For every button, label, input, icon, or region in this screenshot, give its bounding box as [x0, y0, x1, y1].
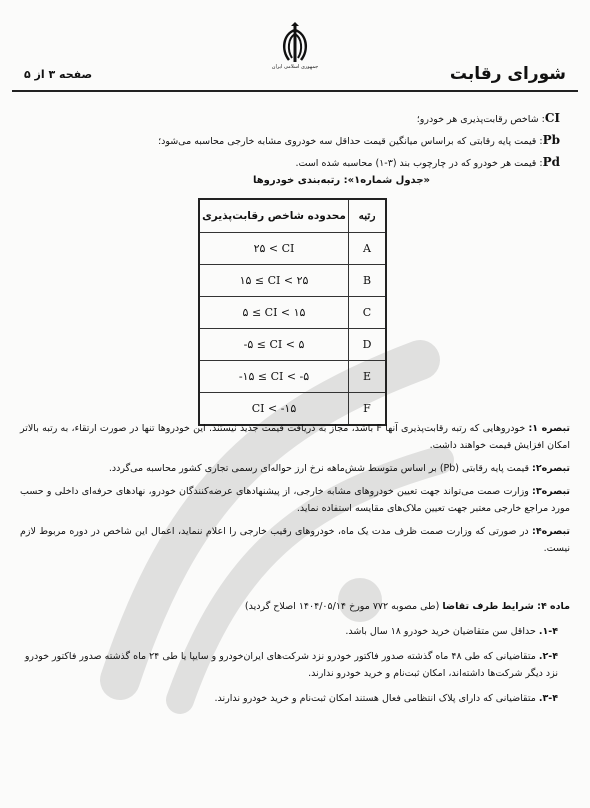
note-text: وزارت صمت می‌تواند جهت تعیین خودروهای مشابه خارجی، از پیشنهادهای عرضه‌کنندگان خودرو، نهادهای حرفه‌ای داخلی و حسب مورد مراجع خارجی معتبر جهت تعیین ملاک‌های مقایسه استفاده نماید. — [20, 486, 570, 514]
ranking-table — [198, 198, 387, 426]
grade-cell: A — [349, 233, 387, 265]
clause-4-3 — [20, 690, 570, 707]
article-label: ماده ۴: شرایط طرف تقاضا — [442, 601, 570, 612]
emblem-caption: جمهوری اسلامی ایران — [271, 64, 319, 70]
note-label: تبصره۳: — [532, 486, 570, 497]
range-cell: ۱۵ ≤ CI < ۲۵ — [199, 265, 349, 297]
range-cell: ۵ ≤ CI < ۱۵ — [199, 297, 349, 329]
grade-cell: D — [349, 329, 387, 361]
note-text: خودروهایی که رتبه رقابت‌پذیری آنها F باشد، مجاز به دریافت قیمت جدید نیستند. این خودروها تنها در صورت ارتقاء، به رتبه بالاتر امکان افزایش قیمت خواهند داشت. — [20, 423, 570, 451]
clause-4-1 — [20, 623, 570, 640]
definition-pb — [40, 130, 560, 152]
table-row — [199, 233, 386, 265]
range-cell: ۲۵ < CI — [199, 233, 349, 265]
definitions — [40, 108, 560, 174]
definition-symbol: CI — [544, 111, 560, 125]
grade-cell: E — [349, 361, 387, 393]
range-cell: CI < -۱۵ — [199, 393, 349, 426]
table-header-row — [199, 199, 386, 233]
clause-4-2 — [20, 648, 570, 682]
table-row — [199, 361, 386, 393]
note-label: تبصره ۱: — [528, 423, 570, 434]
clause-text: حداقل سن متقاضیان خرید خودرو ۱۸ سال باشد. — [345, 626, 539, 637]
table-caption: «جدول شماره۱»: رتبه‌بندی خودروها — [252, 175, 430, 186]
definition-text: : قیمت پایه رقابتی که براساس میانگین قیمت حداقل سه خودروی مشابه خارجی محاسبه می‌شود؛ — [158, 136, 543, 147]
definition-symbol: Pd — [542, 155, 560, 169]
definition-symbol: Pb — [542, 133, 560, 147]
header-grade: رتبه — [349, 199, 387, 233]
page-number: صفحه ۳ از ۵ — [24, 68, 93, 81]
table-row — [199, 265, 386, 297]
article-subtitle: (طی مصوبه ۷۷۲ مورخ ۱۴۰۴/۰۵/۱۴ اصلاح گردید) — [244, 601, 443, 612]
table-row — [199, 297, 386, 329]
iran-emblem-logo — [271, 22, 319, 80]
note-label: تبصره۴: — [532, 526, 570, 537]
definition-ci — [40, 108, 560, 130]
clause-number: ۳-۴. — [538, 693, 558, 704]
emblem-icon — [275, 22, 315, 66]
header-range: محدوده شاخص رقابت‌پذیری — [199, 199, 349, 233]
note-text: در صورتی که وزارت صمت ظرف مدت یک ماه، خودروهای رقیب خارجی را اعلام ننماید، اعمال این شاخص در دوره مربوط لازم نیست. — [20, 526, 570, 554]
table-row — [199, 329, 386, 361]
article-heading — [20, 598, 570, 615]
organization-title: شورای رقابت — [449, 64, 566, 84]
notes-section — [20, 420, 570, 563]
range-cell: -۱۵ ≤ CI < -۵ — [199, 361, 349, 393]
definition-pd — [40, 152, 560, 174]
clause-number: ۲-۴. — [538, 651, 558, 662]
definition-text: : شاخص رقابت‌پذیری هر خودرو؛ — [416, 114, 545, 125]
header-divider — [12, 90, 578, 92]
grade-cell: C — [349, 297, 387, 329]
note-2 — [20, 460, 570, 477]
grade-cell: F — [349, 393, 387, 426]
grade-cell: B — [349, 265, 387, 297]
definition-text: : قیمت هر خودرو که در چارچوب بند (۳-۱) محاسبه شده است. — [295, 158, 543, 169]
article-4 — [20, 598, 570, 707]
note-3 — [20, 483, 570, 517]
note-label: تبصره۲: — [532, 463, 570, 474]
clause-text: متقاضیانی که دارای پلاک انتظامی فعال هستند امکان ثبت‌نام و خرید خودرو ندارند. — [214, 693, 539, 704]
clause-number: ۱-۴. — [538, 626, 558, 637]
note-4 — [20, 523, 570, 557]
clause-text: متقاضیانی که طی ۴۸ ماه گذشته صدور فاکتور خودرو نزد شرکت‌های ایران‌خودرو و سایپا یا طی ۲۴ ماه گذشته صدور فاکتور خودرو نزد دیگر شرکت‌ها داشته‌اند، امکان ثبت‌نام و خرید خودرو ندارند. — [24, 651, 558, 679]
note-text: قیمت پایه رقابتی (Pb) بر اساس متوسط شش‌ماهه نرخ ارز حواله‌ای رسمی تجاری کشور محاسبه می‌گردد. — [108, 463, 533, 474]
range-cell: -۵ ≤ CI < ۵ — [199, 329, 349, 361]
note-1 — [20, 420, 570, 454]
